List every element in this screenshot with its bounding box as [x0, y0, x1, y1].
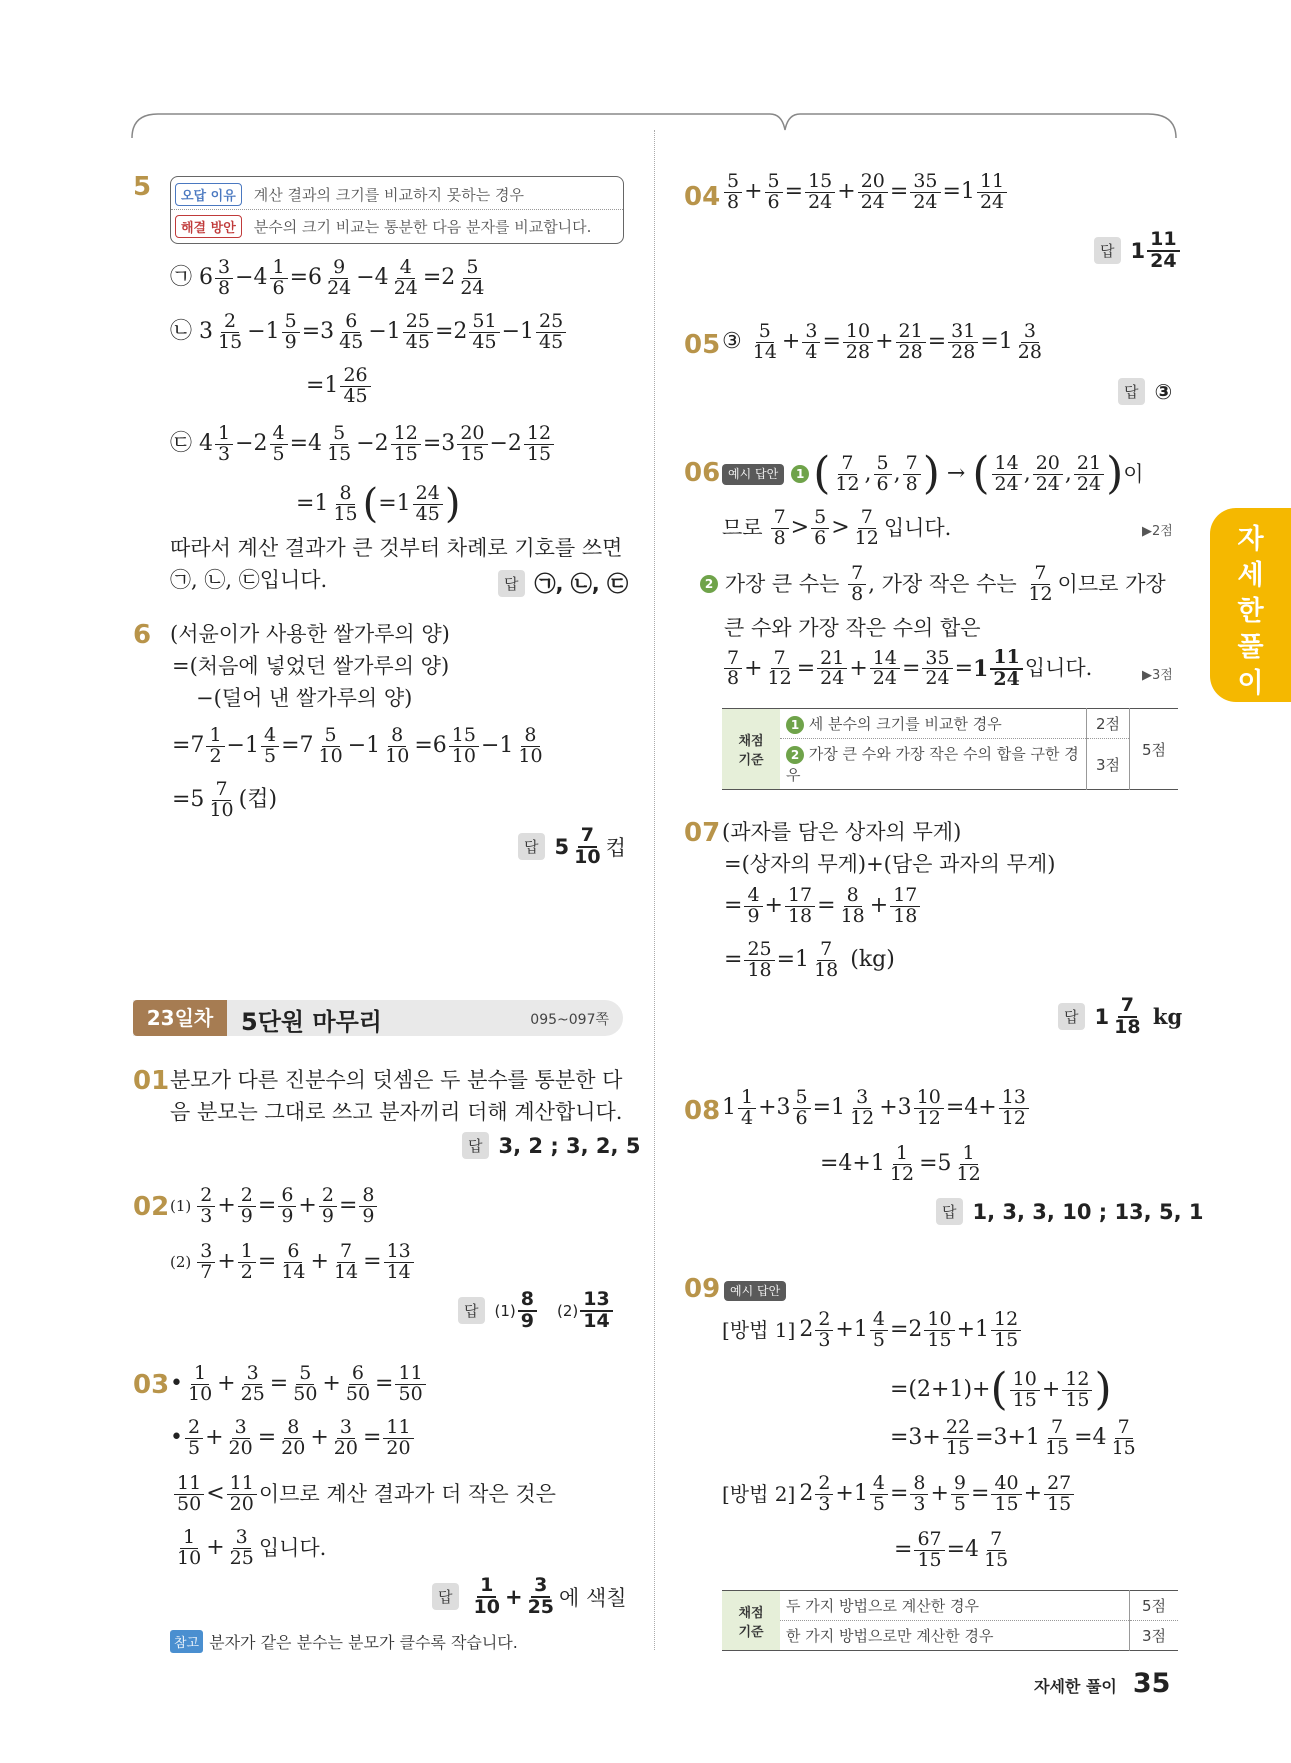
q06-t-mo: 므로 [722, 515, 763, 540]
q09-method-2: [방법 2] [722, 1482, 796, 1507]
p6-unit: (컵) [238, 787, 278, 813]
p5-conclusion-2: ㉠, ㉡, ㉢입니다. [170, 568, 328, 592]
footer-label: 자세한 풀이 [1034, 1677, 1117, 1696]
q03-answer-suffix: 에 색칠 [559, 1585, 627, 1610]
score-row-2-text: 한 가지 방법으로만 계산한 경우 [786, 1627, 994, 1645]
q06-t-ipnida-2: 입니다. [1024, 656, 1093, 681]
q04-answer: 답 1 $\frac{11}{24}$ [1094, 230, 1182, 272]
q03-text2: 입니다. [258, 1535, 327, 1560]
score-row-1-text: 세 분수의 크기를 비교한 경우 [808, 715, 1002, 733]
q06-points-2: ▶3점 [1142, 668, 1173, 683]
p6-answer: 답 5 $\frac{7}{10}$ 컵 [518, 826, 626, 868]
error-reason-tag: 오답 이유 [175, 183, 242, 206]
score-row-2-text: 가장 큰 수와 가장 작은 수의 합을 구한 경우 [786, 745, 1079, 784]
q01-answer-value: 3, 2 ; 3, 2, 5 [498, 1133, 641, 1158]
q09-score-table [722, 1590, 1178, 1651]
problem-5-number: 5 [133, 172, 152, 202]
q05-answer [1118, 378, 1172, 405]
p6-line3: −(덜어 낸 쌀가루의 양) [196, 686, 413, 710]
score-head-2: 기준 [738, 1624, 764, 1640]
score-total: 5점 [1130, 709, 1179, 790]
q05-number: 05 [684, 330, 721, 360]
q09-number: 09 [684, 1274, 721, 1304]
score-row-1-pts: 5점 [1130, 1591, 1179, 1621]
p6-line1: (서윤이가 사용한 쌀가루의 양) [170, 622, 450, 646]
score-head-1: 채점 [738, 734, 764, 749]
footer [1034, 1668, 1170, 1699]
step-2-icon: 2 [700, 575, 718, 593]
p5-calc-b2: =1 $\frac{26}{45}$ [306, 366, 373, 407]
score-row-1-pts: 2점 [1087, 709, 1130, 739]
q09-m2-calc2: = $\frac{67}{15}$ =4 $\frac{7}{15}$ [894, 1528, 1009, 1571]
q09-m1-calc: [방법 1] 2 $\frac{2}{3}$ +1 $\frac{4}{5}$ =2 $\frac{10}{15}$ +1 $\frac{12}{15}$ [722, 1310, 1023, 1351]
q01-number: 01 [133, 1066, 170, 1096]
q05-choice: ③ [722, 329, 742, 355]
score-row-1-text: 두 가지 방법으로 계산한 경우 [780, 1591, 1130, 1621]
q06-step2: 2 가장 큰 수는 $\frac{7}{8}$ , 가장 작은 수는 $\frac{7}{12}$ 이므로 가장 [700, 564, 1166, 605]
q02-answer-label-2: (2) [556, 1301, 579, 1320]
q06-t-big: 가장 큰 수는 [724, 571, 840, 596]
solution-text: 분수의 크기 비교는 통분한 다음 분자를 비교합니다. [253, 218, 592, 236]
answer-tag: 답 [432, 1583, 459, 1610]
page-frame [130, 110, 1180, 140]
q05-calc: ③ $\frac{5}{14}$ + $\frac{3}{4}$ = $\frac{10}{28}$ + $\frac{21}{28}$ = $\frac{31}{28}$ =1 $\frac{3}{28}$ [722, 320, 1042, 363]
side-tab[interactable] [1210, 508, 1291, 702]
p5-conclusion-1: 따라서 계산 결과가 큰 것부터 차례로 기호를 쓰면 [170, 536, 623, 560]
answer-tag: 답 [518, 833, 545, 860]
answer-tag: 답 [462, 1132, 489, 1159]
q02-calc1: (1) $\frac{2}{3}$ + $\frac{2}{9}$ = $\frac{6}{9}$ + $\frac{2}{9}$ = $\frac{8}{9}$ [170, 1186, 379, 1227]
p5-calc-c: ㉢ 4 $\frac{1}{3}$ −2 $\frac{4}{5}$ =4 $\frac{5}{15}$ −2 $\frac{12}{15}$ =3 $\frac{20}{15}$ −2 $\frac{12}{15}$ [170, 424, 556, 465]
section-title: 5단원 마무리 [241, 1008, 382, 1036]
q06-t-imeuro: 이므로 가장 [1057, 571, 1166, 596]
q05-answer-value: ③ [1154, 379, 1173, 404]
error-reason-text: 계산 결과의 크기를 비교하지 못하는 경우 [253, 186, 524, 204]
q02-label-2: (2) [170, 1253, 192, 1272]
q09-m1-calc2: =(2+1)+ ( $\frac{10}{15}$ + $\frac{12}{15}$ ) [890, 1364, 1112, 1415]
bullet: • [170, 1425, 183, 1451]
q03-text1: 이므로 계산 결과가 더 작은 것은 [258, 1481, 556, 1506]
q09-badge [724, 1280, 786, 1299]
p6-calc: =7 $\frac{1}{2}$ −1 $\frac{4}{5}$ =7 $\frac{5}{10}$ −1 $\frac{8}{10}$ =6 $\frac{15}{10}$ −1 $\frac{8}{10}$ [172, 724, 543, 767]
section-header [133, 1000, 623, 1036]
p6-answer-unit: 컵 [605, 835, 626, 860]
score-head-1: 채점 [738, 1605, 764, 1621]
q03-answer: 답 $\frac{1}{10}$ + $\frac{3}{25}$ 에 색칠 [432, 1576, 627, 1618]
q07-answer-unit: kg [1152, 1004, 1183, 1030]
note-text: 분자가 같은 분수는 분모가 클수록 작습니다. [209, 1633, 518, 1652]
q01-text2: 음 분모는 그대로 쓰고 분자끼리 더해 계산합니다. [170, 1100, 623, 1124]
q06-points-1: ▶2점 [1142, 524, 1173, 539]
answer-tag: 답 [1058, 1003, 1085, 1030]
answer-tag: 답 [1094, 237, 1121, 264]
q06-t-i: 이 [1123, 461, 1144, 486]
q08-calc2: =4+1 $\frac{1}{12}$ =5 $\frac{1}{12}$ [820, 1142, 981, 1185]
column-divider [654, 130, 655, 1650]
answer-tag: 답 [936, 1198, 963, 1225]
q03-calc2: • $\frac{2}{5}$ + $\frac{3}{20}$ = $\frac{8}{20}$ + $\frac{3}{20}$ = $\frac{11}{20}$ [170, 1418, 416, 1459]
step-1-icon: 1 [791, 465, 809, 483]
q07-calc2: = $\frac{25}{18}$ =1 $\frac{7}{18}$ (kg) [724, 938, 895, 981]
q04-calc: $\frac{5}{8}$ + $\frac{5}{6}$ = $\frac{15}{24}$ + $\frac{20}{24}$ = $\frac{35}{24}$ =1 $\frac{11}{24}$ [722, 172, 1009, 213]
q01-answer [462, 1132, 640, 1159]
q03-compare: $\frac{11}{50}$ < $\frac{11}{20}$ 이므로 계산 결과가 더 작은 것은 [172, 1474, 556, 1515]
problem-6-number: 6 [133, 620, 152, 650]
page-number: 35 [1132, 1668, 1171, 1699]
q06-step1: 예시 답안 1 ( $\frac{7}{12}$ , $\frac{5}{6}$ , $\frac{7}{8}$ ) → ( $\frac{14}{24}$ , $\frac{20}{24}$ , $\frac{21}{24}$ ) 이 [722, 448, 1144, 501]
q09-method-1: [방법 1] [722, 1318, 796, 1343]
answer-tag: 답 [498, 570, 525, 597]
section-day: 23일차 [133, 1000, 227, 1036]
q06-step2c: $\frac{7}{8}$ + $\frac{7}{12}$ = $\frac{21}{24}$ + $\frac{14}{24}$ = $\frac{35}{24}$ = 1 $\frac{11}{24}$ 입니다. [722, 648, 1092, 690]
q07-calc1: = $\frac{4}{9}$ + $\frac{17}{18}$ = $\frac{8}{18}$ + $\frac{17}{18}$ [724, 886, 922, 927]
q06-t-small: , 가장 작은 수는 [868, 571, 1017, 596]
section-pages: 095~097쪽 [530, 1012, 609, 1028]
q03-result: $\frac{1}{10}$ + $\frac{3}{25}$ 입니다. [177, 1526, 327, 1569]
score-head-2: 기준 [738, 753, 764, 768]
score-row-2-pts: 3점 [1130, 1621, 1179, 1651]
note-tag: 참고 [170, 1630, 203, 1653]
score-row-2-pts: 3점 [1087, 739, 1130, 790]
q08-answer [936, 1198, 1203, 1225]
q02-label-1: (1) [170, 1197, 192, 1216]
answer-tag: 답 [1118, 378, 1145, 405]
q06-t-ipnida: 입니다. [883, 515, 952, 540]
example-answer-badge: 예시 답안 [722, 464, 784, 484]
p5-answer-value: ㉠, ㉡, ㉢ [534, 572, 629, 596]
example-answer-badge-2: 예시 답안 [724, 1281, 786, 1301]
p6-result: =5 $\frac{7}{10}$ (컵) [172, 778, 278, 821]
q06-step1b: 므로 $\frac{7}{8}$ > $\frac{5}{6}$ > $\frac{7}{12}$ 입니다. [722, 506, 952, 549]
q02-answer: 답 (1) $\frac{8}{9}$ (2) $\frac{13}{14}$ [458, 1290, 615, 1332]
q02-calc2: (2) $\frac{3}{7}$ + $\frac{1}{2}$ = $\frac{6}{14}$ + $\frac{7}{14}$ = $\frac{13}{14}$ [170, 1242, 416, 1283]
q07-unit: (kg) [850, 947, 895, 973]
q02-answer-label-1: (1) [494, 1301, 516, 1320]
q09-m1-calc3: =3+ $\frac{22}{15}$ =3+1 $\frac{7}{15}$ =4 $\frac{7}{15}$ [890, 1416, 1136, 1459]
q08-calc1: 1 $\frac{1}{4}$ +3 $\frac{5}{6}$ =1 $\frac{3}{12}$ +3 $\frac{10}{12}$ =4+ $\frac{13}{12}$ [722, 1088, 1031, 1129]
q06-number: 06 [684, 458, 721, 488]
p5-answer [498, 568, 628, 598]
q07-line1: (과자를 담은 상자의 무게) [722, 820, 962, 844]
solution-tag: 해결 방안 [175, 215, 242, 238]
q09-m2-calc: [방법 2] 2 $\frac{2}{3}$ +1 $\frac{4}{5}$ = $\frac{8}{3}$ + $\frac{9}{5}$ = $\frac{40}{15}$ + $\frac{27}{15}$ [722, 1474, 1076, 1515]
q07-line2: =(상자의 무게)+(담은 과자의 무게) [724, 852, 1056, 876]
error-reason-box [170, 176, 624, 244]
p5-calc-b: ㉡ 3 $\frac{2}{15}$ −1 $\frac{5}{9}$ =3 $\frac{6}{45}$ −1 $\frac{25}{45}$ =2 $\frac{51}{45}$ −1 $\frac{25}{45}$ [170, 312, 568, 353]
q02-number: 02 [133, 1192, 170, 1222]
q07-number: 07 [684, 818, 721, 848]
p5-calc-c2: =1 $\frac{8}{15}$ ( =1 $\frac{24}{45}$ ) [296, 481, 461, 527]
q08-number: 08 [684, 1096, 721, 1126]
q07-answer: 답 1 $\frac{7}{18}$ kg [1058, 996, 1182, 1038]
p5-calc-a: ㉠ 6 $\frac{3}{8}$ −4 $\frac{1}{6}$ =6 $\frac{9}{24}$ −4 $\frac{4}{24}$ =2 $\frac{5}{24}$ [170, 256, 485, 299]
q03-calc1: • $\frac{1}{10}$ + $\frac{3}{25}$ = $\frac{5}{50}$ + $\frac{6}{50}$ = $\frac{11}{50}$ [170, 1364, 428, 1405]
q03-note [170, 1630, 518, 1653]
bullet: • [170, 1371, 183, 1397]
p6-line2: =(처음에 넣었던 쌀가루의 양) [172, 654, 450, 678]
q03-number: 03 [133, 1370, 170, 1400]
q08-answer-value: 1, 3, 3, 10 ; 13, 5, 1 [972, 1199, 1204, 1224]
q04-number: 04 [684, 182, 721, 212]
q06-score-table: 채점 기준 1 세 분수의 크기를 비교한 경우 2점 5점 2 가장 큰 수와 가장 작은 수의 합을 구한 경우 3점 [722, 708, 1178, 790]
side-tab-label: 자세한 풀이 [1237, 524, 1264, 699]
q06-step2b: 큰 수와 가장 작은 수의 합은 [724, 616, 981, 640]
answer-tag: 답 [458, 1297, 485, 1324]
q01-text1: 분모가 다른 진분수의 덧셈은 두 분수를 통분한 다 [170, 1068, 623, 1092]
